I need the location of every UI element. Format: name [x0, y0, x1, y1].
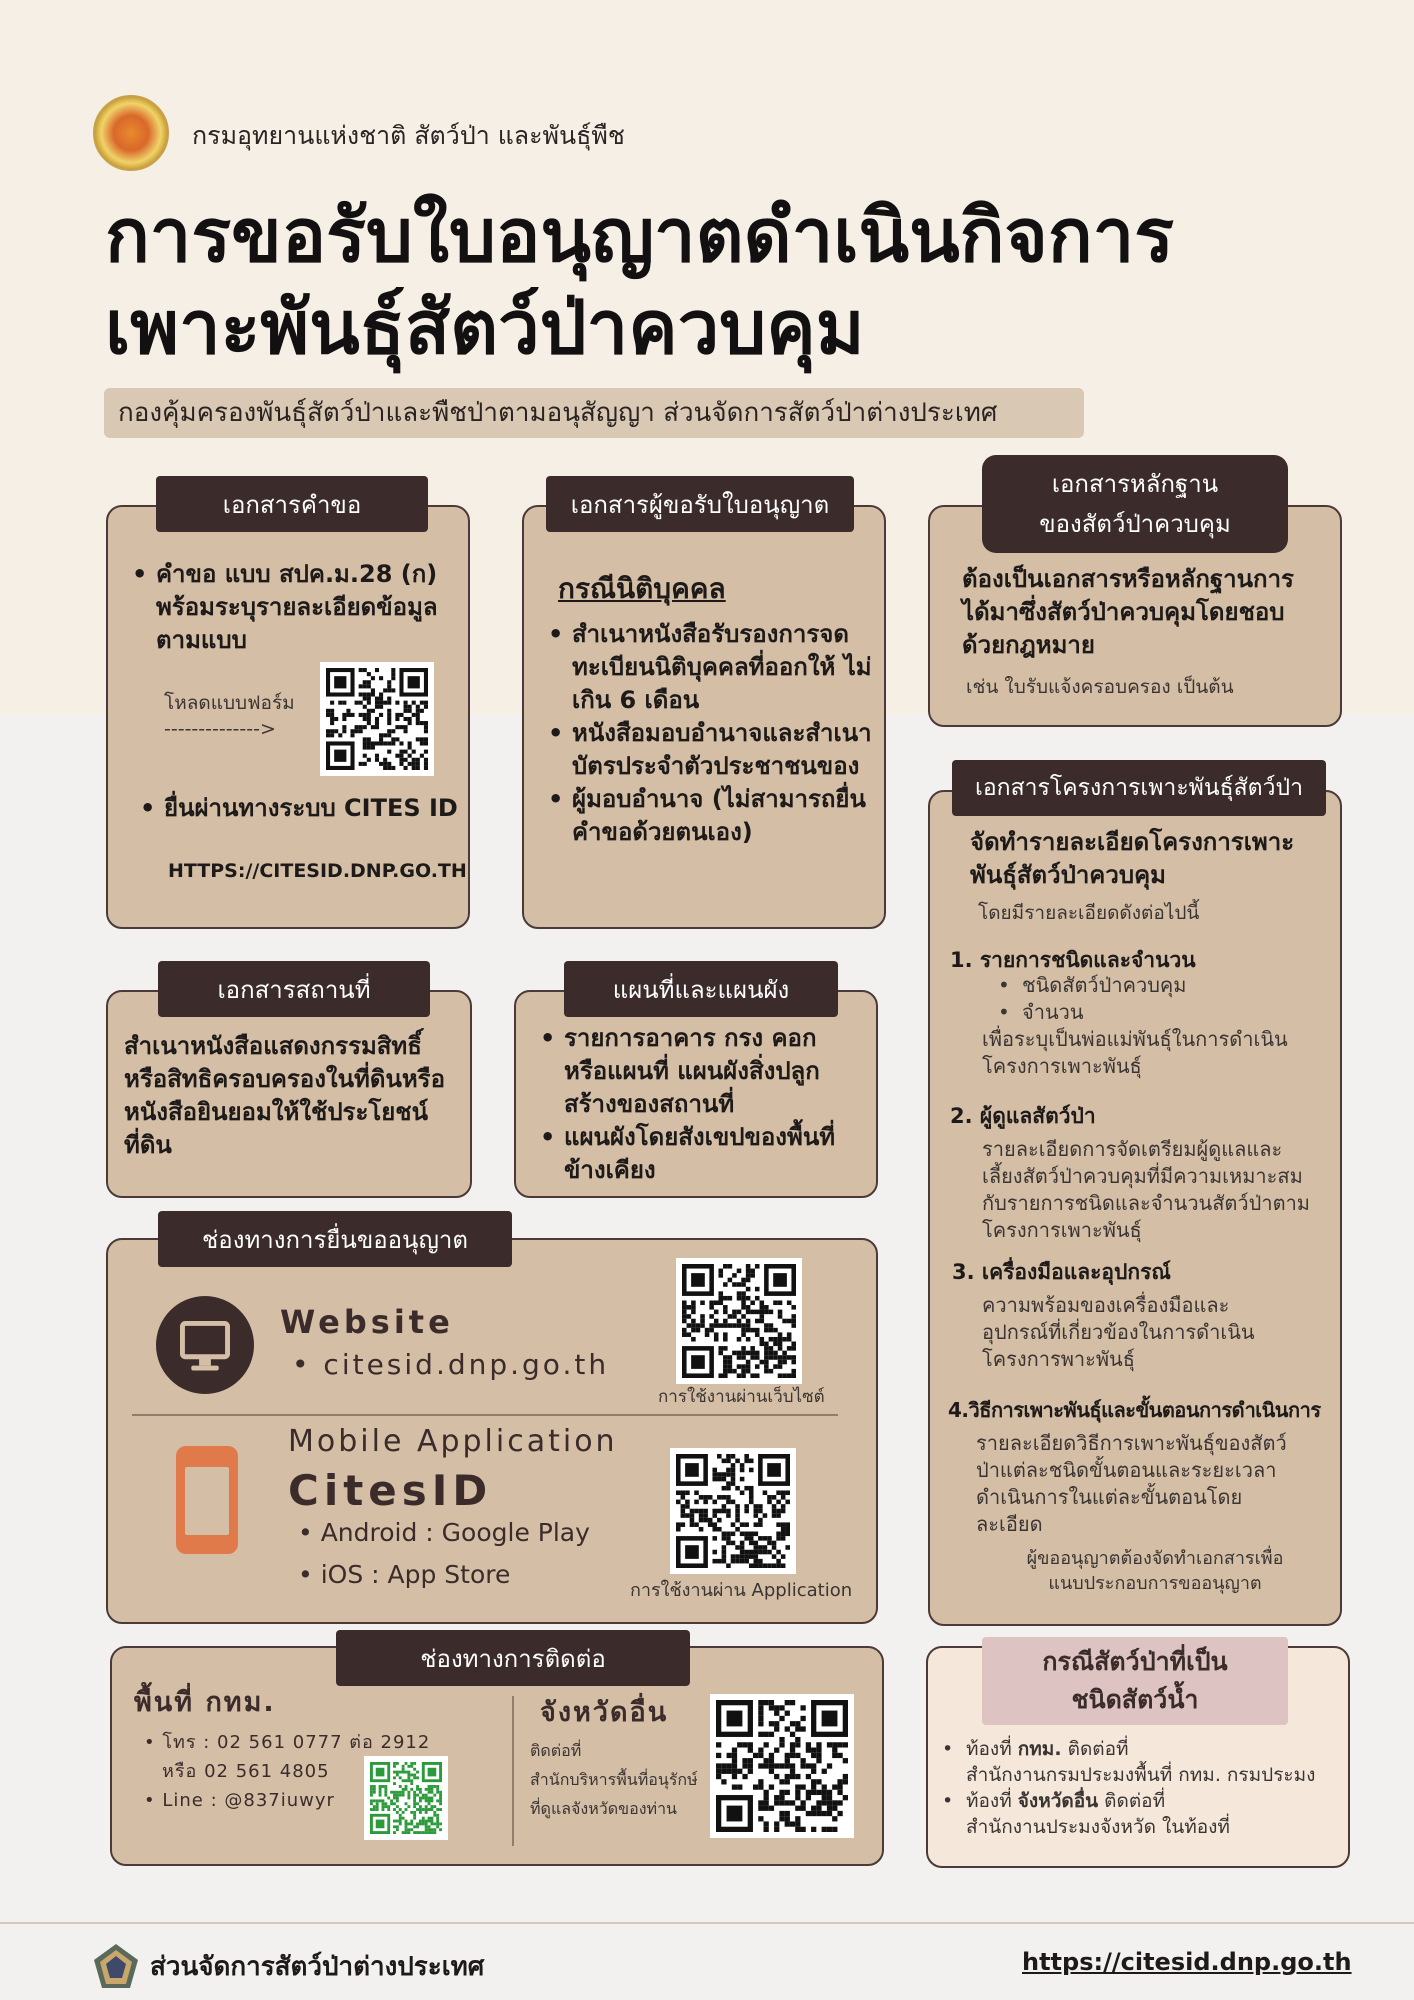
other-line-2: สำนักบริหารพื้นที่อนุรักษ์ [530, 1770, 698, 1789]
footer-division-name: ส่วนจัดการสัตว์ป่าต่างประเทศ [150, 1952, 485, 1982]
aquatic-tag [982, 1637, 1288, 1725]
other-line-3: ที่ดูแลจังหวัดของท่าน [530, 1799, 677, 1818]
channels-divider [132, 1414, 838, 1416]
footer-website-link[interactable]: https://citesid.dnp.go.th [1022, 1948, 1352, 1976]
project-section-1-list [994, 972, 1294, 1026]
project-sub: โดยมีรายละเอียดดังต่อไปนี้ [978, 902, 1200, 924]
applicant-docs-list [544, 618, 874, 849]
line-qr-code[interactable] [364, 1756, 448, 1840]
website-title: Website [280, 1303, 454, 1341]
project-section-1-text: เพื่อระบุเป็นพ่อแม่พันธุ์ในการดำเนินโครงการเพาะพันธุ์ [982, 1027, 1288, 1078]
subtitle-bar: กองคุ้มครองพันธุ์สัตว์ป่าและพืชป่าตามอนุสัญญา ส่วนจัดการสัตว์ป่าต่างประเทศ [104, 388, 1084, 438]
aquatic-other-post: ติดต่อที่ [1098, 1790, 1166, 1812]
aquatic-other-sub: สำนักงานประมงจังหวัด ในท้องที่ [966, 1816, 1230, 1838]
evidence-docs-tag [982, 455, 1288, 553]
list-item: • ชนิดสัตว์ป่าควบคุม [994, 972, 1294, 999]
download-form-qr-code[interactable] [320, 662, 434, 776]
project-section-4-text: รายละเอียดวิธีการเพาะพันธุ์ของสัตว์ป่าแต่ละชนิดขั้นตอนและระยะเวลาดำเนินการในแต่ละขั้นตอนโดยละเอียด [976, 1431, 1287, 1536]
line-id[interactable]: • Line : @837iuwyr [144, 1790, 335, 1811]
android-store-text[interactable]: Android : Google Play [320, 1518, 590, 1547]
project-section-3-title: 3. เครื่องมือและอุปกรณ์ [952, 1260, 1171, 1284]
list-item: • แผนผังโดยสังเขปของพื้นที่ข้างเคียง [536, 1121, 866, 1187]
submit-list [136, 792, 466, 825]
aquatic-bkk-sub: สำนักงานกรมประมงพื้นที่ กทม. กรมประมง [966, 1764, 1316, 1786]
request-form-item: • คำขอ แบบ สปค.ม.28 (ก) พร้อมระบุรายละเอียดข้อมูลตามแบบ [128, 558, 464, 657]
aquatic-item-other [938, 1788, 1342, 1840]
phone-line-1[interactable]: • โทร : 02 561 0777 ต่อ 2912 [144, 1732, 431, 1753]
download-arrow: --------------> [164, 718, 276, 740]
list-item: • รายการอาคาร กรง คอก หรือแผนที่ แผนผังสิ่งปลูกสร้างของสถานที่ [536, 1022, 866, 1121]
contact-divider [512, 1696, 514, 1846]
website-qr-code[interactable] [676, 1258, 802, 1384]
department-seal-logo [93, 95, 169, 171]
app-name: CitesID [288, 1466, 493, 1515]
phone-1-text[interactable]: โทร : 02 561 0777 ต่อ 2912 [162, 1732, 431, 1753]
submit-cites-item: • ยื่นผ่านทางระบบ CITES ID [136, 792, 466, 825]
cites-url-link[interactable]: HTTPS://CITESID.DNP.GO.TH [168, 860, 467, 882]
evidence-tag-line-1: เอกสารหลักฐาน [1051, 470, 1219, 498]
wildlife-division-logo [92, 1942, 140, 1990]
other-province-qr-code[interactable] [710, 1694, 854, 1838]
org-name: กรมอุทยานแห่งชาติ สัตว์ป่า และพันธุ์พืช [192, 121, 625, 150]
page-title [105, 190, 1174, 374]
list-item: • หนังสือมอบอำนาจและสำเนาบัตรประจำตัวประชาชนของ [544, 717, 874, 783]
juristic-person-heading: กรณีนิติบุคคล [558, 572, 726, 605]
evidence-note: เช่น ใบรับแจ้งครอบครอง เป็นต้น [966, 676, 1234, 698]
list-item: • สำเนาหนังสือรับรองการจดทะเบียนนิติบุคคลที่ออกให้ ไม่เกิน 6 เดือน [544, 618, 874, 717]
app-qr-code[interactable] [670, 1448, 796, 1574]
app-qr-caption: การใช้งานผ่าน Application [630, 1580, 853, 1601]
list-item: • จำนวน [994, 999, 1294, 1026]
ios-store-link[interactable]: • iOS : App Store [298, 1560, 511, 1589]
other-line-1: ติดต่อที่ [530, 1741, 582, 1760]
aquatic-tag-line-2: ชนิดสัตว์น้ำ [1071, 1685, 1199, 1714]
project-footnote: ผู้ขออนุญาตต้องจัดทำเอกสารเพื่อแนบประกอบการขออนุญาต [1026, 1548, 1284, 1594]
website-qr-caption: การใช้งานผ่านเว็บไซต์ [658, 1387, 825, 1407]
maps-list [536, 1022, 866, 1187]
mobile-phone-icon [176, 1446, 238, 1554]
aquatic-other-pre: ท้องที่ [966, 1790, 1018, 1812]
evidence-text: ต้องเป็นเอกสารหรือหลักฐานการได้มาซึ่งสัตว์ป่าควบคุมโดยชอบด้วยกฎหมาย [962, 565, 1294, 659]
request-docs-list [128, 558, 464, 657]
channels-tag: ช่องทางการยื่นขออนุญาต [158, 1211, 512, 1267]
aquatic-other-bold: จังหวัดอื่น [1017, 1790, 1099, 1812]
place-docs-text: สำเนาหนังสือแสดงกรรมสิทธิ์หรือสิทธิครอบครองในที่ดินหรือหนังสือยินยอมให้ใช้ประโยชน์ที่ดิน [124, 1032, 445, 1159]
ios-store-text[interactable]: iOS : App Store [320, 1560, 511, 1589]
title-line-1: การขอรับใบอนุญาตดำเนินกิจการ [105, 193, 1174, 279]
other-province-details [530, 1736, 698, 1823]
bkk-title: พื้นที่ กทม. [134, 1687, 276, 1718]
mobile-app-title: Mobile Application [288, 1424, 618, 1459]
project-section-4-title: 4.วิธีการเพาะพันธุ์และขั้นตอนการดำเนินการ [948, 1398, 1321, 1422]
monitor-icon [156, 1296, 254, 1394]
android-store-link[interactable]: • Android : Google Play [298, 1518, 590, 1547]
website-url[interactable]: • citesid.dnp.go.th [292, 1348, 610, 1381]
title-line-2: เพาะพันธุ์สัตว์ป่าควบคุม [105, 285, 865, 371]
evidence-tag-line-2: ของสัตว์ป่าควบคุม [1039, 510, 1231, 538]
project-heading: จัดทำรายละเอียดโครงการเพาะพันธุ์สัตว์ป่าควบคุม [970, 828, 1295, 889]
aquatic-item-bkk [938, 1736, 1342, 1788]
other-province-title: จังหวัดอื่น [540, 1697, 669, 1728]
line-id-text[interactable]: Line : @837iuwyr [162, 1790, 335, 1811]
website-url-text[interactable]: citesid.dnp.go.th [323, 1348, 610, 1381]
download-form-label: โหลดแบบฟอร์ม [164, 692, 295, 714]
project-section-2-text: รายละเอียดการจัดเตรียมผู้ดูแลและเลี้ยงสัตว์ป่าควบคุมที่มีความเหมาะสมกับรายการชนิดและจำนวนสัตว์ป่าตามโครงการเพาะพันธุ์ [982, 1137, 1310, 1242]
aquatic-bkk-pre: ท้องที่ [966, 1738, 1018, 1760]
footer-divider [0, 1922, 1414, 1924]
contact-tag: ช่องทางการติดต่อ [336, 1630, 690, 1686]
place-docs-tag: เอกสารสถานที่ [158, 961, 430, 1017]
project-docs-tag: เอกสารโครงการเพาะพันธุ์สัตว์ป่า [952, 760, 1326, 816]
project-section-3-text: ความพร้อมของเครื่องมือและอุปกรณ์ที่เกี่ยวข้องในการดำเนินโครงการพาะพันธุ์ [982, 1293, 1255, 1371]
applicant-docs-tag: เอกสารผู้ขอรับใบอนุญาต [546, 476, 854, 532]
aquatic-bkk-post: ติดต่อที่ [1061, 1738, 1129, 1760]
list-item: • ผู้มอบอำนาจ (ไม่สามารถยื่นคำขอด้วยตนเอง) [544, 783, 874, 849]
phone-line-2[interactable]: หรือ 02 561 4805 [162, 1761, 330, 1782]
aquatic-list [938, 1736, 1342, 1840]
request-docs-tag: เอกสารคำขอ [156, 476, 428, 532]
aquatic-tag-line-1: กรณีสัตว์ป่าที่เป็น [1042, 1647, 1228, 1676]
aquatic-bkk-bold: กทม. [1017, 1738, 1062, 1760]
project-section-1-title: 1. รายการชนิดและจำนวน [950, 948, 1196, 972]
maps-tag: แผนที่และแผนผัง [564, 961, 838, 1017]
project-section-2-title: 2. ผู้ดูแลสัตว์ป่า [950, 1104, 1096, 1128]
